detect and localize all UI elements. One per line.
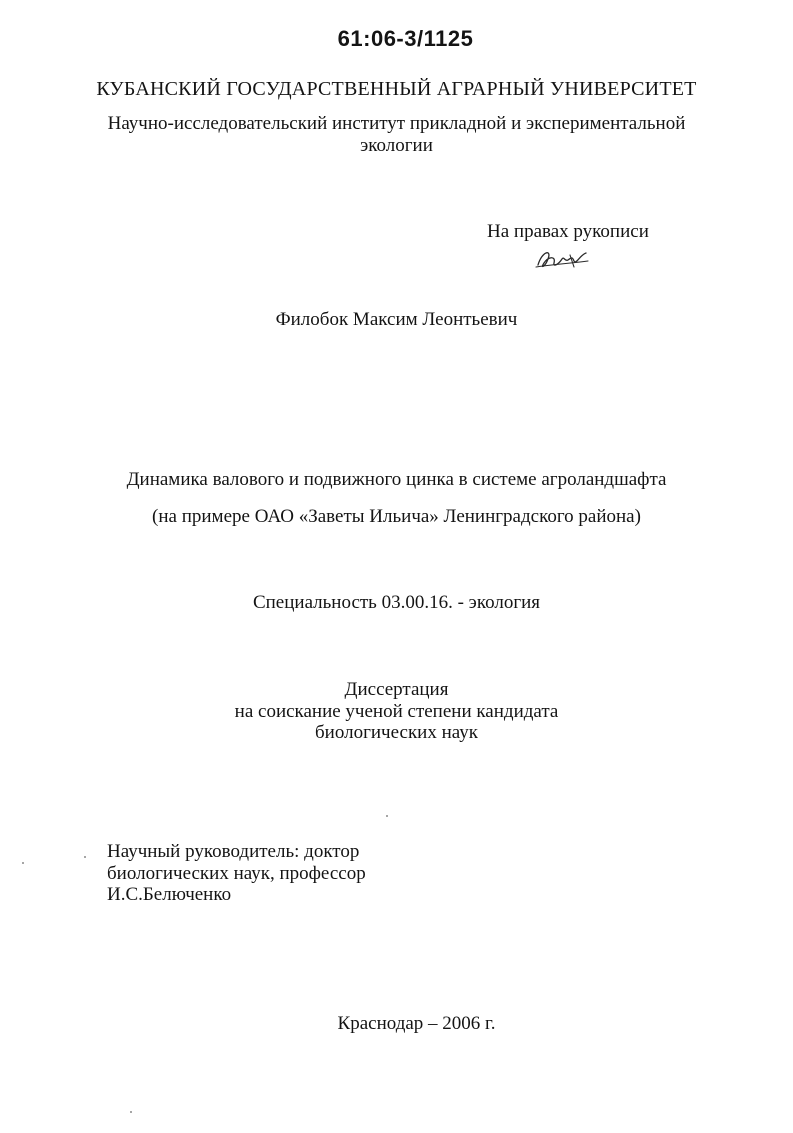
degree-line: на соискание ученой степени кандидата: [234, 701, 559, 722]
speciality: Специальность 03.00.16. - экология: [252, 592, 541, 613]
scan-speck: [84, 856, 86, 858]
institute-line-1: Научно-исследовательский институт прикладной и экспериментальной: [107, 113, 686, 134]
city-year: Краснодар – 2006 г.: [337, 1013, 496, 1034]
scan-speck: [386, 815, 388, 817]
manuscript-rights: На правах рукописи: [487, 221, 649, 242]
dissertation-title-line-2: (на примере ОАО «Заветы Ильича» Ленинградского района): [152, 506, 641, 527]
university-name: КУБАНСКИЙ ГОСУДАРСТВЕННЫЙ АГРАРНЫЙ УНИВЕРСИТЕТ: [96, 78, 697, 100]
handwritten-signature: [534, 245, 590, 275]
institute-name: [0, 113, 793, 157]
dissertation-label: Диссертация: [344, 679, 449, 700]
scan-speck: [22, 862, 24, 864]
dissertation-title-line-1: Динамика валового и подвижного цинка в системе агроландшафта: [126, 469, 667, 490]
advisor-line-2: биологических наук, профессор: [107, 863, 366, 884]
advisor-line-1: Научный руководитель: доктор: [107, 841, 360, 862]
advisor-name: И.С.Белюченко: [107, 884, 232, 905]
institute-line-2: экологии: [360, 135, 433, 156]
degree-field: биологических наук: [315, 722, 478, 743]
author-name: Филобок Максим Леонтьевич: [275, 309, 518, 330]
scan-speck: [130, 1111, 132, 1113]
catalog-number: 61:06-3/1125: [337, 26, 474, 51]
